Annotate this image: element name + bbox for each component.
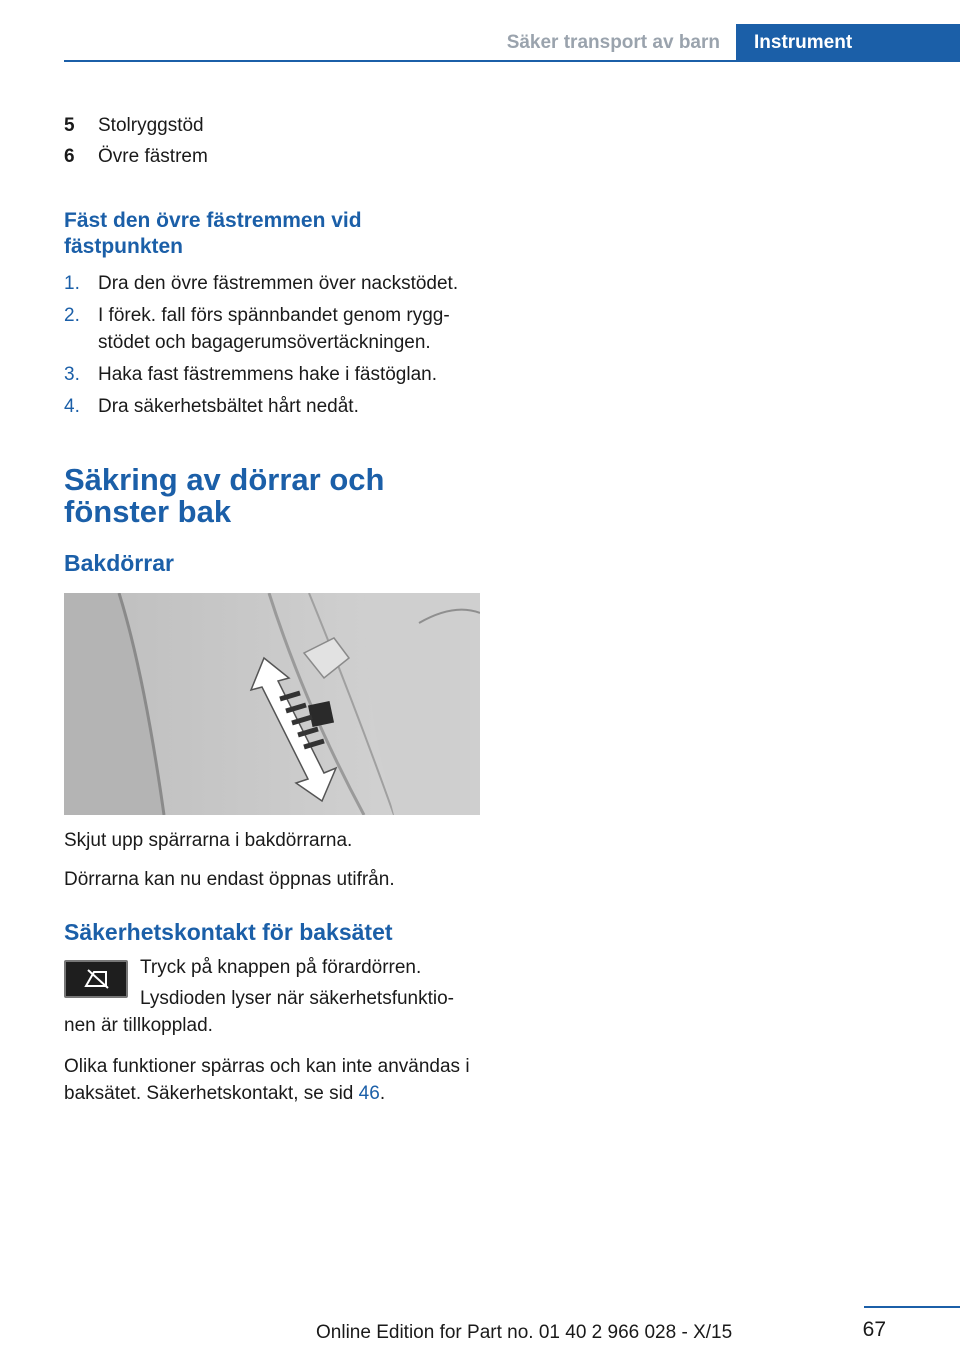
legend-number: 5 [64,114,75,136]
steps-list [64,270,480,420]
safety-heading: Säkerhetskontakt för baksätet [64,919,393,945]
rear-doors-text-2: Dörrarna kan nu endast öppnas utifrån. [64,869,395,890]
edition-text: Online Edition for Part no. 01 40 2 966 028 - X/15 [316,1322,733,1343]
safety-text-1: Tryck på knappen på förardörren. [140,957,422,978]
page-reference-link[interactable]: 46 [358,1083,380,1104]
door-lock-illustration [64,593,480,815]
legend-text: Övre fästrem [98,145,208,167]
step-text: Haka fast fästremmens hake i fästöglan. [98,364,437,385]
step-text: Dra den övre fästremmen över nackstödet. [98,273,459,294]
step-item [64,361,480,388]
step-number: 4. [64,396,80,417]
section-heading: Säkring av dörrar och fönster bak [64,462,385,529]
legend-item [64,110,480,141]
chapter-tab[interactable]: Instrument [736,24,960,62]
legend-text: Stolryggstöd [98,114,204,136]
step-number: 3. [64,364,80,385]
rear-doors-text-1: Skjut upp spärrarna i bakdörrarna. [64,830,353,851]
step-number: 2. [64,305,80,326]
safety-text-3-end: . [379,1083,386,1104]
step-item [64,302,480,356]
main-content [64,110,480,1119]
safety-switch-block [64,954,480,1039]
page-header [64,24,960,62]
legend-number: 6 [64,145,75,167]
legend-item [64,141,480,172]
safety-text-2: Lysdioden lyser när säkerhetsfunktio-nen är tillkopplad. [64,988,455,1036]
safety-text-3 [64,1053,480,1107]
child-lock-button-icon [64,960,128,998]
page-number: 67 [862,1318,886,1341]
step-item [64,393,480,420]
header-rule [64,60,960,62]
step-text: I förek. fall förs spännbandet genom rygg-stödet och bagagerumsövertäckningen. [98,305,450,353]
step-item [64,270,480,297]
section-title: Säker transport av barn [506,32,720,53]
footer-rule [864,1306,960,1308]
subsection-title: Fäst den övre fästremmen vid fästpunkten [64,209,362,258]
door-lock-drawing [64,593,480,815]
rear-doors-heading: Bakdörrar [64,550,174,576]
window-lock-icon [66,962,126,996]
step-number: 1. [64,273,80,294]
step-text: Dra säkerhetsbältet hårt nedåt. [98,396,359,417]
safety-text-3-body: Olika funktioner spärras och kan inte användas i baksätet. Säkerhetskontakt, se sid [64,1056,470,1104]
